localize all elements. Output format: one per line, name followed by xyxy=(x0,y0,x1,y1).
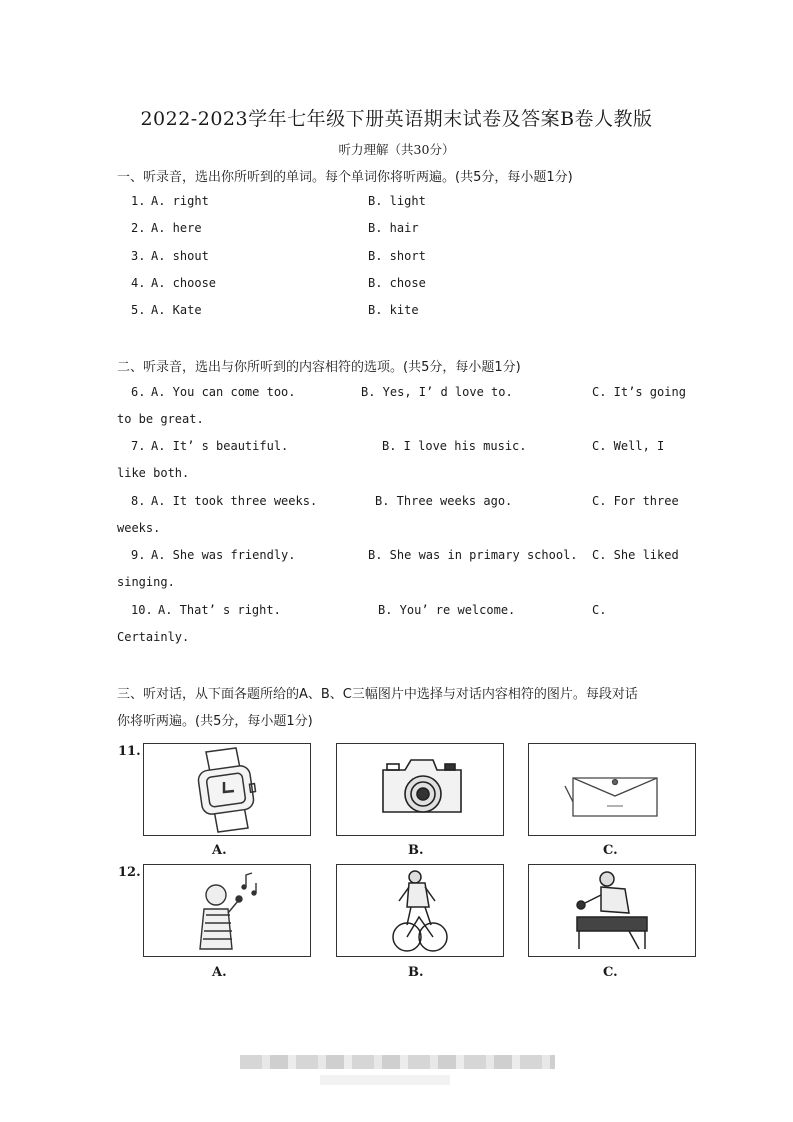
ping-pong-player-icon xyxy=(529,865,695,956)
question-number: 12. xyxy=(118,865,141,880)
section3-instruction: 三、听对话，从下面各题所给的A、B、C三幅图片中选择与对话内容相符的图片。每段对话 xyxy=(117,687,638,702)
question-number: 11. xyxy=(118,744,141,759)
option-c: C. For three xyxy=(592,494,679,508)
watch-icon xyxy=(144,744,310,835)
option-c-continued: like both. xyxy=(117,466,190,480)
option-b: B. hair xyxy=(368,221,419,235)
caption-c: C. xyxy=(603,965,618,980)
picture-option-b[interactable] xyxy=(336,743,504,836)
item-number: 3. xyxy=(131,249,146,263)
item-number: 1. xyxy=(131,194,146,208)
singing-boy-icon xyxy=(144,865,310,956)
option-b: B. She was in primary school. xyxy=(368,548,578,562)
item-number: 10. xyxy=(131,603,153,617)
item-number: 5. xyxy=(131,303,146,317)
caption-a: A. xyxy=(212,843,227,858)
caption-a: A. xyxy=(212,965,227,980)
section1-instruction: 一、听录音，选出你所听到的单词。每个单词你将听两遍。(共5分，每小题1分) xyxy=(117,170,573,185)
section2-instruction: 二、听录音，选出与你所听到的内容相符的选项。(共5分，每小题1分) xyxy=(117,360,521,375)
blurred-watermark xyxy=(240,1055,555,1069)
pencil-case-icon xyxy=(529,744,695,835)
option-b: B. Yes, I’ d love to. xyxy=(361,385,513,399)
option-c-continued: Certainly. xyxy=(117,630,190,644)
section3-instruction-cont: 你将听两遍。(共5分，每小题1分) xyxy=(117,714,313,729)
option-c-continued: weeks. xyxy=(117,521,161,535)
section-subtitle: 听力理解（共30分） xyxy=(338,142,455,157)
item-number: 2. xyxy=(131,221,146,235)
option-a: A. You can come too. xyxy=(151,385,296,399)
option-c-continued: to be great. xyxy=(117,412,204,426)
camera-icon xyxy=(337,744,503,835)
option-b: B. short xyxy=(368,249,426,263)
option-b: B. I love his music. xyxy=(382,439,527,453)
item-number: 9. xyxy=(131,548,146,562)
option-a: A. here xyxy=(151,221,202,235)
caption-b: B. xyxy=(408,965,424,980)
option-b: B. You’ re welcome. xyxy=(378,603,516,617)
option-b: B. Three weeks ago. xyxy=(375,494,513,508)
page-title: 2022-2023学年七年级下册英语期末试卷及答案B卷人教版 xyxy=(140,108,653,130)
picture-option-a[interactable] xyxy=(143,743,311,836)
option-a: A. That’ s right. xyxy=(158,603,281,617)
picture-option-a[interactable] xyxy=(143,864,311,957)
option-a: A. She was friendly. xyxy=(151,548,296,562)
caption-c: C. xyxy=(603,843,618,858)
option-c: C. She liked xyxy=(592,548,679,562)
option-c: C. Well, I xyxy=(592,439,665,453)
item-number: 6. xyxy=(131,385,146,399)
option-b: B. kite xyxy=(368,303,419,317)
blurred-watermark-line xyxy=(320,1075,450,1085)
picture-option-c[interactable] xyxy=(528,743,696,836)
option-a: A. choose xyxy=(151,276,217,290)
option-a: A. It took three weeks. xyxy=(151,494,318,508)
item-number: 7. xyxy=(131,439,146,453)
picture-option-b[interactable] xyxy=(336,864,504,957)
option-b: B. chose xyxy=(368,276,426,290)
option-c: C. xyxy=(592,603,607,617)
option-b: B. light xyxy=(368,194,426,208)
option-c: C. It’s going xyxy=(592,385,686,399)
item-number: 8. xyxy=(131,494,146,508)
caption-b: B. xyxy=(408,843,424,858)
cyclist-icon xyxy=(337,865,503,956)
option-a: A. It’ s beautiful. xyxy=(151,439,289,453)
option-c-continued: singing. xyxy=(117,575,175,589)
option-a: A. Kate xyxy=(151,303,202,317)
picture-option-c[interactable] xyxy=(528,864,696,957)
option-a: A. shout xyxy=(151,249,209,263)
item-number: 4. xyxy=(131,276,146,290)
option-a: A. right xyxy=(151,194,209,208)
